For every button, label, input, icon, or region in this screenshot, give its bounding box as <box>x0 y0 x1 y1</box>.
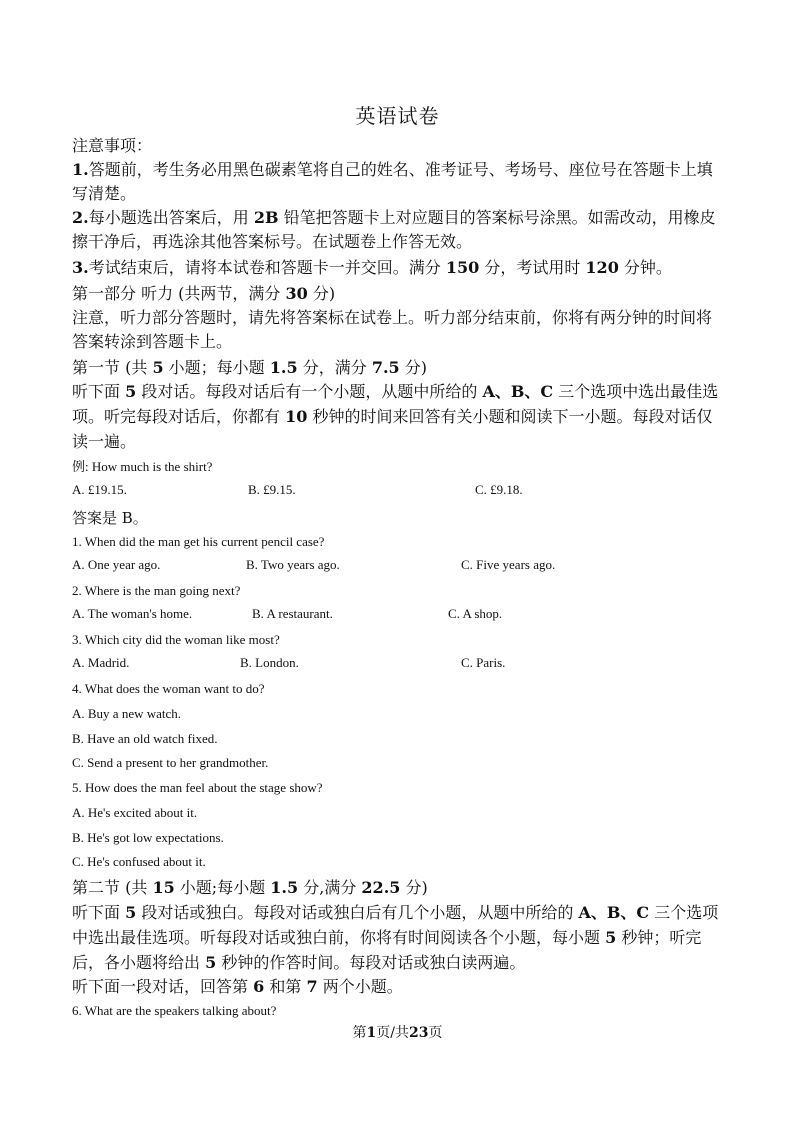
part1-note: 注意，听力部分答题时，请先将答案标在试卷上。听力部分结束前，你将有两分钟的时间将 <box>72 308 713 327</box>
section2-instr4-e: 两个小题。 <box>322 977 403 996</box>
notice-item-1 <box>72 158 723 182</box>
section2-instr-b: 5 <box>125 903 137 922</box>
section2-instr4-d: 7 <box>306 977 318 996</box>
q1-option-c: C. Five years ago. <box>461 557 556 572</box>
current-page: 1 <box>366 1025 377 1041</box>
full-score: 150 <box>445 258 480 277</box>
footer-text-b: 页/共 <box>376 1025 409 1041</box>
section2-instr2-b: 5 <box>605 928 617 947</box>
section1-instr2-a: 项。听完每段对话后，你都有 <box>72 407 281 426</box>
question-5: 5. How does the man feel about the stage show? <box>72 780 323 795</box>
section1-heading-text-c: 分，满分 <box>302 358 367 377</box>
section1-instr-a: 听下面 <box>72 382 121 401</box>
section1-heading <box>72 356 723 380</box>
q2-option-a: A. The woman's home. <box>72 606 193 621</box>
section2-heading-end: 分) <box>405 878 428 897</box>
part1-heading-end: 分) <box>312 284 336 303</box>
section1-instr2-b: 10 <box>285 407 308 426</box>
section1-per-score: 1.5 <box>269 358 298 377</box>
notice-item-2-cont: 擦干净后，再选涂其他答案标号。在试题卷上作答无效。 <box>72 232 473 251</box>
notice-item-2-text: 每小题选出答案后，用 <box>88 208 249 227</box>
example-question: 例: How much is the shirt? <box>72 459 213 474</box>
notice-item-1-number: 1. <box>72 160 89 179</box>
example-answer: 答案是 B。 <box>72 509 148 527</box>
section1-total: 7.5 <box>371 358 400 377</box>
section2-instr4-a: 听下面一段对话，回答第 <box>72 977 249 996</box>
section2-instructions <box>72 901 723 925</box>
section2-instr-e: 三个选项 <box>654 903 719 922</box>
section1-count: 5 <box>152 358 164 377</box>
notice-item-3 <box>72 256 723 280</box>
section2-count: 15 <box>152 878 175 897</box>
q5-option-c: C. He's confused about it. <box>72 854 206 869</box>
section2-instr3-b: 5 <box>205 953 217 972</box>
notice-item-2-number: 2. <box>72 208 89 227</box>
section2-instr3-c: 秒钟的作答时间。每段对话或独白读两遍。 <box>221 953 526 972</box>
section2-instr4-b: 6 <box>253 977 265 996</box>
q4-option-b: B. Have an old watch fixed. <box>72 731 218 746</box>
notice-item-2-text-b: 铅笔把答题卡上对应题目的答案标号涂黑。如需改动，用橡皮 <box>283 208 716 227</box>
notice-item-1-text: 答题前，考生务必用黑色碳素笔将自己的姓名、准考证号、考场号、座位号在答题卡上填 <box>88 160 713 179</box>
q4-option-a: A. Buy a new watch. <box>72 706 182 721</box>
notice-item-1-cont: 写清楚。 <box>72 184 137 203</box>
q1-option-a: A. One year ago. <box>72 557 161 572</box>
pencil-grade: 2B <box>253 208 279 227</box>
section1-instr-e: 三个选项中选出最佳选 <box>558 382 719 401</box>
notice-item-3-number: 3. <box>72 258 89 277</box>
section1-instr2-c: 秒钟的时间来回答有关小题和阅读下一小题。每段对话仅 <box>312 407 713 426</box>
example-option-a: A. £19.15. <box>72 482 127 497</box>
section1-heading-text: 第一节 (共 <box>72 358 148 377</box>
section2-heading-text-c: 分,满分 <box>303 878 357 897</box>
q3-option-c: C. Paris. <box>461 655 506 670</box>
notice-item-3-text: 考试结束后，请将本试卷和答题卡一并交回。满分 <box>88 258 441 277</box>
footer-text-a: 第 <box>352 1025 367 1041</box>
notice-heading: 注意事项： <box>72 136 153 155</box>
section2-total: 22.5 <box>361 878 401 897</box>
part1-score: 30 <box>285 284 308 303</box>
section2-heading-text: 第二节 (共 <box>72 878 148 897</box>
part1-heading-text: 第一部分 听力 (共两节，满分 <box>72 284 281 303</box>
notice-item-3-text-b: 分，考试用时 <box>484 258 581 277</box>
section2-instr2-c: 秒钟；听完 <box>621 928 702 947</box>
section2-instr-c: 段对话或独白。每段对话或独白后有几个小题，从题中所给的 <box>141 903 574 922</box>
question-1: 1. When did the man get his current pencil case? <box>72 534 325 549</box>
footer-text-c: 页 <box>428 1025 443 1041</box>
part1-note-cont: 答案转涂到答题卡上。 <box>72 332 233 351</box>
section2-heading-text-b: 小题;每小题 <box>179 878 266 897</box>
section1-instructions-3: 读一遍。 <box>72 432 137 451</box>
section2-instr-a: 听下面 <box>72 903 121 922</box>
total-pages: 23 <box>408 1025 429 1041</box>
page-title: 英语试卷 <box>355 104 440 128</box>
q3-option-b: B. London. <box>240 655 299 670</box>
section2-instr3-a: 后，各小题将给出 <box>72 953 201 972</box>
q5-option-b: B. He's got low expectations. <box>72 830 224 845</box>
q2-option-b: B. A restaurant. <box>252 606 333 621</box>
notice-item-3-text-c: 分钟。 <box>623 258 672 277</box>
page-footer <box>0 1022 795 1042</box>
section1-instructions-2 <box>72 405 723 429</box>
q2-option-c: C. A shop. <box>448 606 503 621</box>
question-4: 4. What does the woman want to do? <box>72 681 265 696</box>
question-3: 3. Which city did the woman like most? <box>72 632 280 647</box>
example-option-b: B. £9.15. <box>248 482 296 497</box>
q3-option-a: A. Madrid. <box>72 655 130 670</box>
section2-instr2-a: 中选出最佳选项。听每段对话或独白前，你将有时间阅读各个小题，每小题 <box>72 928 601 947</box>
section1-instr-c: 段对话。每段对话后有一个小题，从题中所给的 <box>141 382 478 401</box>
exam-duration: 120 <box>585 258 619 277</box>
example-option-c: C. £9.18. <box>475 482 523 497</box>
section1-instr-b: 5 <box>125 382 137 401</box>
section2-instr-d: A、B、C <box>578 903 650 922</box>
section2-instr4-c: 和第 <box>269 977 302 996</box>
q4-option-c: C. Send a present to her grandmother. <box>72 755 269 770</box>
section1-instructions <box>72 380 723 404</box>
q1-option-b: B. Two years ago. <box>246 557 340 572</box>
notice-item-2 <box>72 206 723 230</box>
section2-instructions-2 <box>72 926 723 950</box>
section2-instructions-3 <box>72 951 723 975</box>
section2-heading <box>72 876 723 900</box>
section1-heading-end: 分) <box>404 358 428 377</box>
q5-option-a: A. He's excited about it. <box>72 805 198 820</box>
question-6: 6. What are the speakers talking about? <box>72 1003 277 1018</box>
section2-instructions-4 <box>72 975 723 999</box>
section1-instr-d: A、B、C <box>482 382 554 401</box>
section2-per-score: 1.5 <box>270 878 299 897</box>
part1-heading <box>72 282 723 306</box>
question-2: 2. Where is the man going next? <box>72 583 241 598</box>
section1-heading-text-b: 小题；每小题 <box>168 358 265 377</box>
